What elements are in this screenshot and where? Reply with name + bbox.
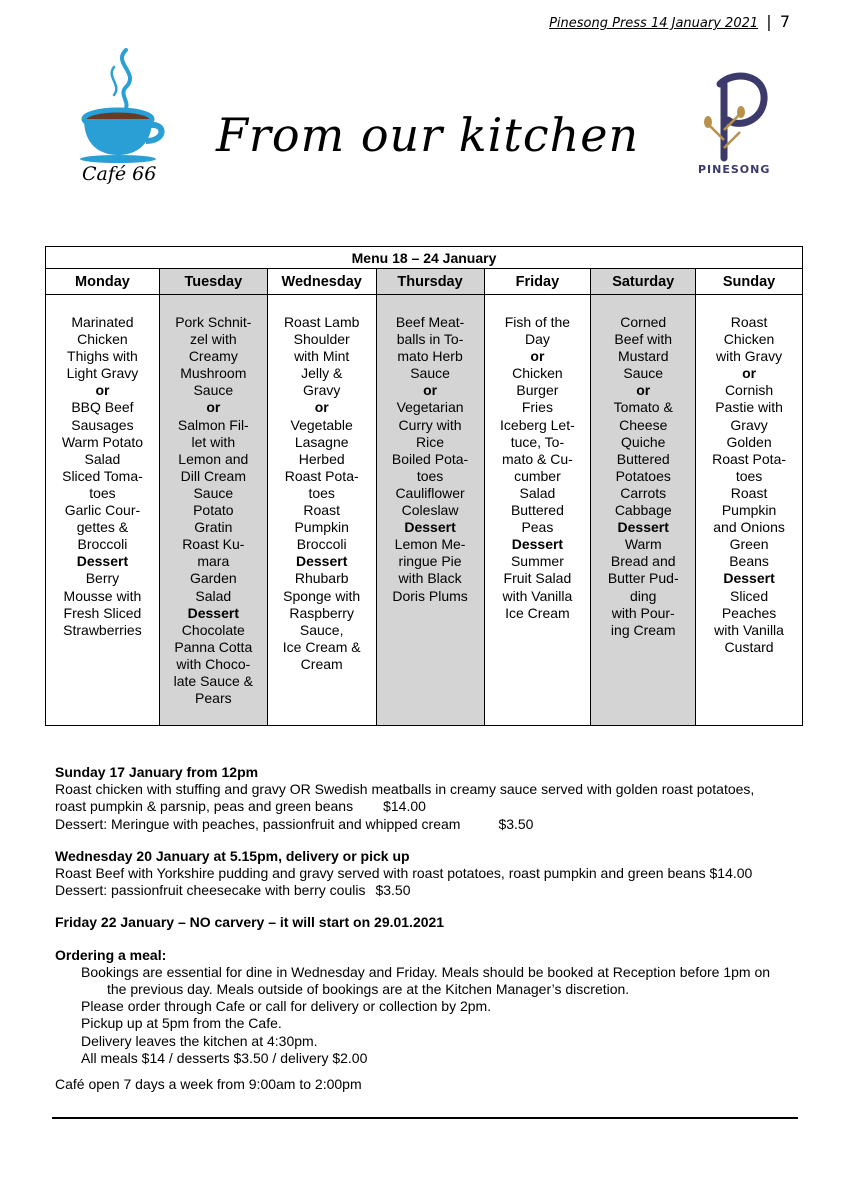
menu-item-line: Pastie with xyxy=(715,399,783,416)
menu-separator: Dessert xyxy=(187,604,239,621)
menu-item-line: Peaches xyxy=(721,604,777,621)
menu-item-line: mara xyxy=(197,553,230,570)
menu-item-line: Pears xyxy=(195,690,232,707)
menu-item-line: Pork Schnit- xyxy=(175,314,252,330)
day-header-row xyxy=(46,269,803,295)
menu-item-line: Raspberry xyxy=(289,604,354,621)
day-menu-wednesday xyxy=(267,295,376,726)
menu-item-line: Garlic Cour- xyxy=(64,502,141,519)
menu-item-line: Garden xyxy=(189,570,237,587)
menu-item-line: Fries xyxy=(521,399,553,416)
menu-separator: Dessert xyxy=(511,536,564,553)
day-menu-saturday xyxy=(591,295,696,726)
sunday-line-1: Roast chicken with stuffing and gravy OR Swedish meatballs in creamy sauce served with golden roast potatoes, xyxy=(55,781,755,798)
menu-item-line: toes xyxy=(416,467,444,484)
menu-item-line: Mushroom xyxy=(180,365,247,382)
wednesday-line-1: Roast Beef with Yorkshire pudding and gravy served with roast potatoes, roast pumpkin and green beans $14.00 xyxy=(55,865,753,882)
menu-item-line: Roast Ku- xyxy=(182,536,245,553)
menu-separator: or xyxy=(530,348,545,365)
menu-item-line: Beans xyxy=(729,553,769,570)
publication-title: Pinesong Press 14 January 2021 xyxy=(549,16,759,31)
menu-separator: Dessert xyxy=(76,553,129,570)
menu-item-line: Day xyxy=(524,331,550,348)
menu-item-line: cumber xyxy=(514,467,561,484)
menu-item-line: Vegetarian xyxy=(396,399,464,416)
menu-item-line: Mousse with xyxy=(63,587,142,604)
menu-item-line: Salad xyxy=(84,450,121,467)
menu-item-line: Cream xyxy=(300,655,343,672)
menu-separator: or xyxy=(636,382,651,399)
menu-item-line: Chocolate xyxy=(181,621,245,638)
menu-item-line: Curry with xyxy=(398,416,462,433)
menu-item-line: Roast Lamb xyxy=(283,314,360,330)
wednesday-dessert-price: $3.50 xyxy=(375,882,411,899)
day-header-friday: Friday xyxy=(484,269,591,295)
weekly-menu-table xyxy=(45,246,803,726)
menu-item-line: Sponge with xyxy=(283,587,361,604)
menu-item-line: Bread and xyxy=(610,553,676,570)
bookings-line-2: the previous day. Meals outside of bookings are at the Kitchen Manager’s discretion. xyxy=(107,981,630,998)
menu-item-line: Strawberries xyxy=(63,621,142,638)
menu-item-line: Lemon Me- xyxy=(394,536,466,553)
menu-item-line: Dill Cream xyxy=(180,467,246,484)
menu-item-line: Sausages xyxy=(71,416,134,433)
page-separator: | xyxy=(766,12,772,31)
cafe-hours: Café open 7 days a week from 9:00am to 2:00pm xyxy=(55,1076,362,1093)
menu-caption-row xyxy=(46,247,803,269)
menu-item-line: Fish of the xyxy=(504,314,571,330)
menu-item-line: with Mint xyxy=(294,348,350,365)
sunday-dessert-text: Dessert: Meringue with peaches, passionfruit and whipped cream xyxy=(55,815,461,832)
menu-caption: Menu 18 – 24 January xyxy=(46,247,803,269)
menu-separator: or xyxy=(206,399,221,416)
day-menu-friday xyxy=(484,295,591,726)
day-header-thursday: Thursday xyxy=(376,269,484,295)
menu-item-line: Salad xyxy=(519,484,556,501)
menu-item-line: Pumpkin xyxy=(721,502,777,519)
menu-item-line: Light Gravy xyxy=(66,365,139,382)
menu-item-line: Green xyxy=(729,536,769,553)
menu-item-line: Burger xyxy=(516,382,559,399)
day-header-saturday: Saturday xyxy=(591,269,696,295)
menu-item-line: toes xyxy=(308,484,335,501)
menu-item-line: Mustard xyxy=(617,348,669,365)
pickup-line: Pickup up at 5pm from the Cafe. xyxy=(81,1015,282,1032)
menu-item-line: Sauce xyxy=(410,365,450,382)
day-header-sunday: Sunday xyxy=(696,269,803,295)
menu-item-line: Custard xyxy=(724,638,774,655)
menu-item-line: Coleslaw xyxy=(401,502,459,519)
menu-item-line: with Black xyxy=(398,570,462,587)
menu-item-line: ding xyxy=(629,587,657,604)
menu-item-line: late Sauce & xyxy=(173,672,254,689)
menu-item-line: Herbed xyxy=(298,450,345,467)
menu-item-line: Doris Plums xyxy=(392,587,468,604)
menu-item-line: Sauce xyxy=(193,382,234,399)
day-menu-sunday xyxy=(696,295,803,726)
menu-separator: Dessert xyxy=(723,570,775,587)
menu-item-line: Cauliflower xyxy=(395,484,465,501)
notes-section xyxy=(55,764,795,1093)
menu-item-line: Jelly & xyxy=(301,365,343,382)
ordering-info xyxy=(55,947,795,1067)
menu-item-line: Carrots xyxy=(620,484,667,501)
menu-item-line: Ice Cream xyxy=(505,604,570,621)
day-content-row xyxy=(46,295,803,726)
cafe-logo-text: Café 66 xyxy=(82,163,157,185)
sunday-main-price: $14.00 xyxy=(383,798,426,815)
pinesong-logo-text: PINESONG xyxy=(698,163,771,176)
menu-item-line: Quiche xyxy=(621,433,666,450)
menu-item-line: with Vanilla xyxy=(502,587,573,604)
wednesday-dessert-text: Dessert: passionfruit cheesecake with berry coulis xyxy=(55,882,366,899)
menu-item-line: balls in To- xyxy=(396,331,464,348)
menu-item-line: Chicken xyxy=(512,365,563,382)
menu-item-line: Warm Potato xyxy=(61,433,144,450)
wednesday-special xyxy=(55,848,795,900)
menu-item-line: Cornish xyxy=(724,382,774,399)
menu-item-line: toes xyxy=(735,467,763,484)
day-menu-thursday xyxy=(376,295,484,726)
sunday-dessert-price: $3.50 xyxy=(498,815,534,832)
wednesday-line-2 xyxy=(55,882,795,899)
order-line: Please order through Cafe or call for delivery or collection by 2pm. xyxy=(81,998,492,1015)
menu-item-line: with Vanilla xyxy=(714,621,784,638)
menu-item-line: Corned xyxy=(620,314,667,330)
menu-item-line: Summer xyxy=(510,553,564,570)
day-menu-tuesday xyxy=(159,295,267,726)
menu-item-line: Creamy xyxy=(188,348,238,365)
menu-item-line: Sliced Toma- xyxy=(62,467,143,484)
menu-separator: Dessert xyxy=(404,519,456,536)
coffee-cup-icon xyxy=(74,45,174,165)
menu-item-line: Sauce xyxy=(193,484,234,501)
menu-item-line: Potato xyxy=(193,502,234,519)
bookings-line-1: Bookings are essential for dine in Wednesday and Friday. Meals should be booked at Reception before 1pm on xyxy=(81,963,771,980)
friday-notice xyxy=(55,914,795,931)
footer-divider xyxy=(52,1117,798,1119)
menu-item-line: Pumpkin xyxy=(294,519,349,536)
prices-line: All meals $14 / desserts $3.50 / delivery $2.00 xyxy=(81,1049,368,1066)
sunday-line-2 xyxy=(55,798,795,815)
day-header-tuesday: Tuesday xyxy=(159,269,267,295)
menu-item-line: Broccoli xyxy=(296,536,347,553)
day-header-monday: Monday xyxy=(46,269,160,295)
menu-item-line: Roast Pota- xyxy=(284,467,359,484)
menu-separator: Dessert xyxy=(296,553,348,570)
menu-item-line: Golden xyxy=(726,433,772,450)
menu-item-line: Fresh Sliced xyxy=(63,604,142,621)
menu-item-line: Rice xyxy=(416,433,445,450)
menu-item-line: Gravy xyxy=(730,416,768,433)
menu-item-line: Iceberg Let- xyxy=(500,416,575,433)
menu-item-line: Sliced xyxy=(730,587,769,604)
menu-item-line: Sauce, xyxy=(299,621,344,638)
menu-item-line: with Gravy xyxy=(716,348,783,365)
menu-item-line: gettes & xyxy=(76,519,129,536)
menu-item-line: Panna Cotta xyxy=(174,638,253,655)
day-menu-monday xyxy=(46,295,160,726)
menu-separator: or xyxy=(742,365,757,382)
menu-item-line: Roast Pota- xyxy=(712,450,787,467)
menu-item-line: Salad xyxy=(195,587,232,604)
menu-item-line: tuce, To- xyxy=(510,433,565,450)
menu-item-line: mato & Cu- xyxy=(502,450,573,467)
friday-heading: Friday 22 January – NO carvery – it will start on 29.01.2021 xyxy=(55,914,445,931)
menu-item-line: Buttered xyxy=(616,450,670,467)
page-title: From our kitchen xyxy=(216,108,640,162)
menu-item-line: Gravy xyxy=(303,382,341,399)
delivery-line: Delivery leaves the kitchen at 4:30pm. xyxy=(81,1032,318,1049)
menu-item-line: Boiled Pota- xyxy=(391,450,469,467)
menu-item-line: Gratin xyxy=(194,519,233,536)
menu-separator: or xyxy=(314,399,329,416)
menu-item-line: Chicken xyxy=(723,331,775,348)
menu-item-line: Beef with xyxy=(614,331,673,348)
menu-item-line: and Onions xyxy=(713,519,785,536)
menu-item-line: ringue Pie xyxy=(398,553,462,570)
menu-item-line: Roast xyxy=(730,314,768,330)
menu-item-line: Roast xyxy=(303,502,340,519)
menu-item-line: Cabbage xyxy=(614,502,672,519)
menu-item-line: zel with xyxy=(189,331,237,348)
menu-item-line: Cheese xyxy=(619,416,668,433)
pinesong-emblem-icon xyxy=(694,70,776,162)
menu-item-line: BBQ Beef xyxy=(71,399,134,416)
menu-item-line: Broccoli xyxy=(77,536,128,553)
ordering-heading: Ordering a meal: xyxy=(55,946,167,963)
menu-item-line: Salmon Fil- xyxy=(177,416,249,433)
menu-item-line: mato Herb xyxy=(397,348,463,365)
menu-item-line: Buttered xyxy=(510,502,564,519)
sunday-line-2-text: roast pumpkin & parsnip, peas and green beans xyxy=(55,798,354,815)
menu-item-line: Lasagne xyxy=(294,433,349,450)
page-header xyxy=(549,12,790,31)
menu-item-line: Sauce xyxy=(623,365,664,382)
menu-item-line: toes xyxy=(89,484,116,501)
cafe-logo xyxy=(74,45,174,195)
menu-item-line: Peas xyxy=(521,519,554,536)
menu-item-line: Marinated xyxy=(71,314,134,330)
menu-item-line: Potatoes xyxy=(615,467,671,484)
menu-item-line: ing Cream xyxy=(610,621,676,638)
menu-item-line: Warm xyxy=(624,536,662,553)
day-header-wednesday: Wednesday xyxy=(267,269,376,295)
menu-item-line: with Pour- xyxy=(611,604,675,621)
menu-separator: or xyxy=(95,382,110,399)
menu-item-line: Roast xyxy=(730,484,768,501)
menu-item-line: Butter Pud- xyxy=(607,570,679,587)
menu-item-line: Berry xyxy=(85,570,120,587)
menu-separator: or xyxy=(423,382,438,399)
menu-item-line: Fruit Salad xyxy=(503,570,572,587)
sunday-heading: Sunday 17 January from 12pm xyxy=(55,764,259,780)
menu-item-line: Ice Cream & xyxy=(282,638,361,655)
menu-item-line: Lemon and xyxy=(178,450,249,467)
sunday-line-3 xyxy=(55,816,795,833)
menu-item-line: Shoulder xyxy=(293,331,350,348)
menu-item-line: Chicken xyxy=(77,331,128,348)
menu-item-line: Beef Meat- xyxy=(395,314,465,330)
menu-separator: Dessert xyxy=(617,519,669,536)
menu-item-line: Vegetable xyxy=(290,416,353,433)
wednesday-heading: Wednesday 20 January at 5.15pm, delivery or pick up xyxy=(55,847,410,864)
sunday-special xyxy=(55,764,795,833)
menu-item-line: with Choco- xyxy=(176,655,251,672)
menu-item-line: let with xyxy=(191,433,236,450)
menu-item-line: Rhubarb xyxy=(294,570,349,587)
menu-item-line: Tomato & xyxy=(613,399,673,416)
pinesong-logo xyxy=(694,70,776,180)
page-number: 7 xyxy=(779,12,790,31)
menu-item-line: Thighs with xyxy=(67,348,138,365)
